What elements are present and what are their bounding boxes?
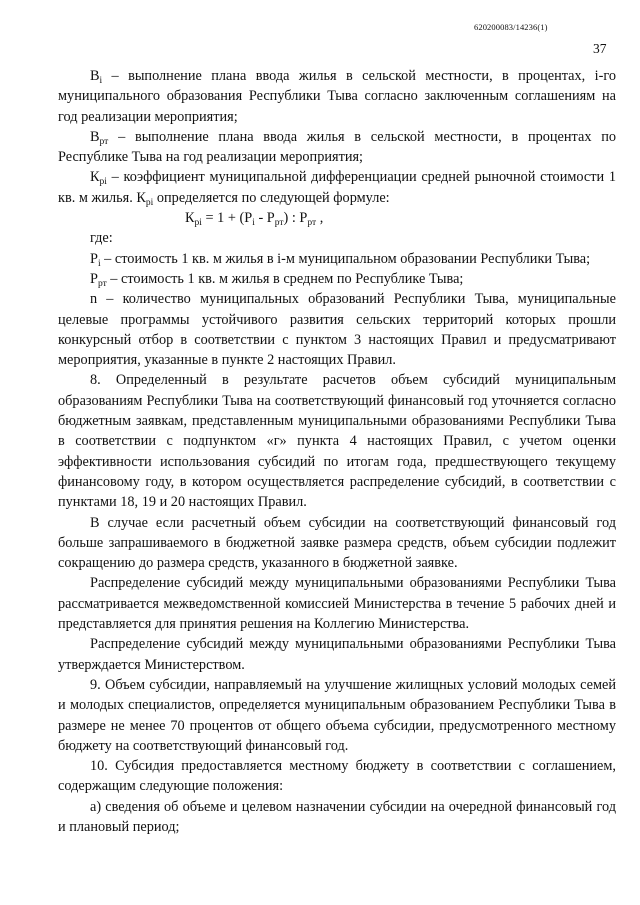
paragraph-9: 9. Объем субсидии, направляемый на улучшение жилищных условий молодых семей и молодых специалистов, определяется муниципальным образованием Республики Тыва в размере не менее 70 процентов от общего объема субсидии, предусмотренного местному бюджету на соответствующий финансовый год. bbox=[58, 676, 616, 754]
definition-kpi: $К_{pi}$ – коэффициент муниципальной дифференциации средней рыночной стоимости 1 кв. м жилья. $К_{pi}$ определяется по следующей формуле: bbox=[58, 169, 616, 208]
document-code: 620200083/14236(1) bbox=[474, 22, 548, 32]
paragraph-distribution-review: Распределение субсидий между муниципальными образованиями Республики Тыва рассматривается межведомственной комиссией Министерства в течение 5 рабочих дней и представляется для принятия решения на Коллегию Министерства. bbox=[58, 575, 616, 633]
page-number: 37 bbox=[593, 41, 607, 56]
definition-n: n – количество муниципальных образований Республики Тыва, муниципальные целевые программы устойчивого развития сельских территорий которых прошли конкурсный отбор в соответствии с пунктом 3 настоящих Правил и предусматривают мероприятия, указанные в пункте 2 настоящих Правил. bbox=[58, 291, 616, 369]
paragraph-10: 10. Субсидия предоставляется местному бюджету в соответствии с соглашением, содержащим следующие положения: bbox=[58, 758, 616, 795]
definition-pi: $P_i$ – стоимость 1 кв. м жилья в i-м муниципальном образовании Республики Тыва; bbox=[90, 250, 591, 269]
document-body bbox=[58, 66, 616, 837]
paragraph-distribution-approval: Распределение субсидий между муниципальными образованиями Республики Тыва утверждается Министерством. bbox=[58, 636, 616, 673]
where-label: где: bbox=[90, 230, 113, 247]
definition-bi: $В_i$ – выполнение плана ввода жилья в сельской местности, в процентах, i-го муниципального образования Республики Тыва согласно заключенным соглашениям на год реализации мероприятия; bbox=[58, 68, 616, 125]
definition-prt: $Р_{рт}$ – стоимость 1 кв. м жилья в среднем по Республике Тыва; bbox=[90, 270, 464, 289]
formula: $К_{pi} = 1 + (P_i - P_{рт})$ : $P_{рт}$ , bbox=[185, 210, 324, 229]
paragraph-case: В случае если расчетный объем субсидии на соответствующий финансовый год больше запрашиваемого в бюджетной заявке размера средств, объем субсидии подлежит сокращению до размера средств, указанного в бюджетной заявке. bbox=[58, 514, 616, 572]
paragraph-10a: а) сведения об объеме и целевом назначении субсидии на очередной финансовый год и плановый период; bbox=[58, 798, 616, 835]
definition-brt: $В_{рт}$ – выполнение плана ввода жилья в сельской местности, в процентах по Республике Тыва на год реализации мероприятия; bbox=[58, 128, 616, 166]
paragraph-8: 8. Определенный в результате расчетов объем субсидий муниципальным образованиям Республики Тыва на соответствующий финансовый год уточняется согласно бюджетным заявкам, представленным муниципальными образованиями Республики Тыва в соответствии с подпунктом «г» пункта 4 настоящих Правил, с учетом оценки эффективности использования субсидий по итогам года, предшествующего текущему финансовому году, в котором осуществляется распределение субсидий, в соответствии с пунктами 18, 19 и 20 настоящих Правил. bbox=[58, 372, 616, 511]
